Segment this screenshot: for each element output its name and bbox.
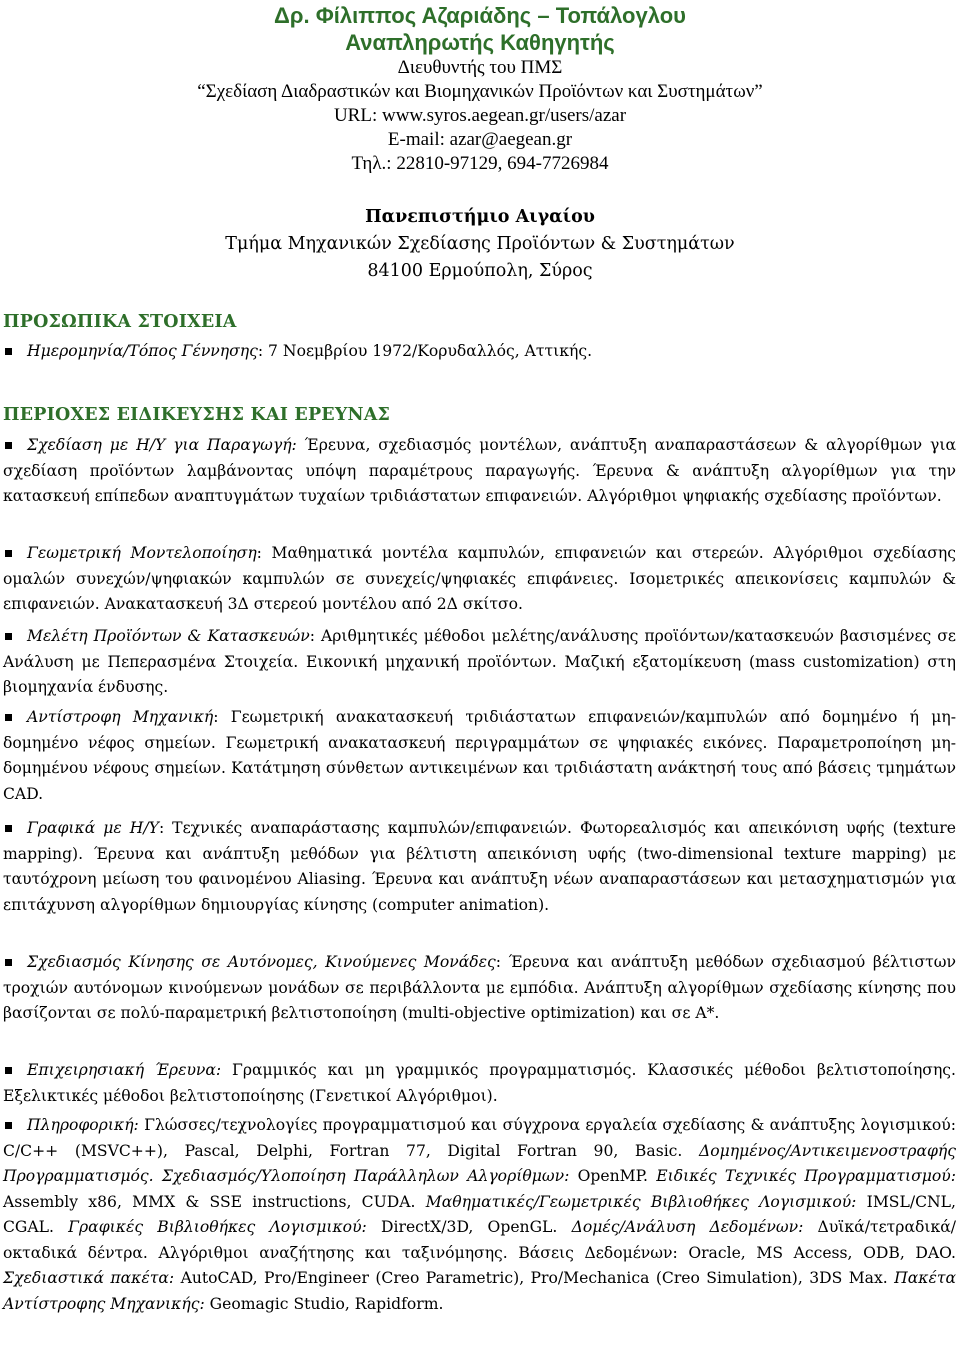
item-label: Γεωμετρική Μοντελοποίηση [27, 544, 257, 562]
research-item-motion-planning [3, 950, 956, 1027]
personal-section-title: ΠΡΟΣΩΠΙΚΑ ΣΤΟΙΧΕΙΑ [3, 312, 237, 332]
item-label: Σχεδιαστικά πακέτα: [3, 1269, 175, 1287]
item-text: DirectX/3D, OpenGL. [366, 1218, 572, 1236]
institution-block [0, 204, 960, 285]
research-section-title: ΠΕΡΙΟΧΕΣ ΕΙΔΙΚΕΥΣΗΣ ΚΑΙ ΕΡΕΥΝΑΣ [3, 405, 391, 425]
phone-line: Τηλ.: 22810-97129, 694-7726984 [351, 153, 609, 174]
research-item-cad [3, 433, 956, 510]
item-text: Assembly x86, MMX & SSE instructions, CUDA. [3, 1192, 426, 1211]
item-text: : Γεωμετρική ανακατασκευή τριδιάστατων επιφανειών/καμπυλών από δομημένο ή μη-δομημένο νέφος σημείων. Γεωμετρική ανακατασκευή περιγραμμάτων σε ψηφιακές εικόνες. Παραμετροποίηση μη-δομημένου νέφους σημείων. Κατάτμηση σύνθετων αντικειμένων και τριδιάστατη ανάκτησή τους από βάσεις τμημάτων CAD. [3, 708, 956, 803]
item-label: Σχεδίαση με Η/Υ για Παραγωγή: [27, 436, 297, 454]
research-item-informatics [3, 1113, 956, 1317]
item-text: : Αριθμητικές μέθοδοι μελέτης/ανάλυσης προϊόντων/κατασκευών βασισμένες σε Ανάλυση με Πεπερασμένα Στοιχεία. Εικονική μηχανική προϊόντων. Μαζική εξατομίκευση (mass customization) στη βιομηχανία ένδυσης. [3, 627, 957, 696]
item-label: Σχεδιασμός Κίνησης σε Αυτόνομες, Κινούμενες Μονάδες [27, 953, 496, 971]
birth-label: Ημερομηνία/Τόπος Γέννησης [27, 342, 258, 360]
bullet-marker [5, 825, 12, 832]
bullet-marker [5, 959, 12, 966]
address-line: 84100 Ερμούπολη, Σύρος [367, 261, 593, 281]
item-text: : Έρευνα και ανάπτυξη μεθόδων σχεδιασμού βέλτιστων τροχιών αυτόνομων κινούμενων μονάδων σε περιβάλλοντα με εμπόδια. Ανάπτυξη αλγορίθμων σχεδίασης κίνησης που βασίζονται σε πολύ-παραμετρική βελτιστοποίηση (multi-objective optimization) και σε A*. [3, 953, 957, 1022]
email-line: E-mail: azar@aegean.gr [387, 129, 573, 150]
author-name: Δρ. Φίλιππος Αζαριάδης – Τοπάλογλου [274, 3, 686, 28]
item-label: Δομημένος/Αντικειμενοστραφής Προγραμματισμός. Σχεδιασμός/Υλοποίηση Παράλληλων Αλγορίθμων: [3, 1141, 956, 1185]
item-label: Δομές/Ανάλυση Δεδομένων: [571, 1218, 804, 1236]
item-label: Πακέτα Αντίστροφης Μηχανικής: [3, 1269, 956, 1313]
research-item-operations-research [3, 1058, 956, 1109]
item-text: Δυϊκά/τετραδικά/οκταδικά δέντρα. Αλγόριθμοι αναζήτησης και ταξινόμησης. Βάσεις Δεδομένων: Oracle, MS Access, ODB, DAO. [3, 1218, 957, 1262]
research-item-product-study [3, 624, 956, 701]
research-item-graphics [3, 816, 956, 918]
item-label: Γραφικές Βιβλιοθήκες Λογισμικού: [68, 1218, 367, 1236]
program-title: “Σχεδίαση Διαδραστικών και Βιομηχανικών Προϊόντων και Συστημάτων” [197, 81, 763, 102]
item-text: Γλώσσες/τεχνολογίες προγραμματισμού και σύγχρονα εργαλεία σχεδίασης & ανάπτυξης λογισμικού: C/C++ (MSVC++), Pascal, Delphi, Fortran 77, Digital Fortran 90, Basic. [3, 1116, 956, 1160]
item-label: Μαθηματικές/Γεωμετρικές Βιβλιοθήκες Λογισμικού: [425, 1192, 857, 1211]
item-label: Αντίστροφη Μηχανική [27, 708, 214, 726]
bullet-marker [5, 1067, 12, 1074]
bullet-marker [5, 550, 12, 557]
research-item-reverse-engineering [3, 705, 956, 807]
university-name: Πανεπιστήμιο Αιγαίου [365, 207, 595, 227]
department-name: Τμήμα Μηχανικών Σχεδίασης Προϊόντων & Συστημάτων [225, 234, 735, 254]
bullet-marker [5, 633, 12, 640]
bullet-marker [5, 348, 12, 355]
bullet-marker [5, 714, 12, 721]
item-label: Πληροφορική: [27, 1116, 139, 1134]
bullet-marker [5, 1122, 12, 1129]
item-text: IMSL/CNL, CGAL. [3, 1192, 956, 1236]
item-text: OpenMP. [569, 1167, 657, 1185]
item-text: : Μαθηματικά μοντέλα καμπυλών, επιφανειών και στερεών. Αλγόριθμοι σχεδίασης ομαλών συνεχών/ψηφιακών καμπυλών σε συνεχείς/ψηφιακές επιφάνειες. Ισομετρικές απεικονίσεις καμπυλών & επιφανειών. Ανακατασκευή 3Δ στερεού μοντέλου από 2Δ σκίτσο. [3, 544, 956, 613]
author-role: Διευθυντής του ΠΜΣ [397, 57, 563, 78]
birth-value: : 7 Νοεμβρίου 1972/Κορυδαλλός, Αττικής. [257, 342, 593, 360]
item-label: Γραφικά με Η/Υ [27, 819, 159, 837]
item-text: : Τεχνικές αναπαράστασης καμπυλών/επιφανειών. Φωτορεαλισμός και απεικόνιση υφής (texture mapping). Έρευνα και ανάπτυξη μεθόδων για βέλτιστη απεικόνιση υφής (two-dimensional texture mapping) με ταυτόχρονη μείωση του φαινομένου Aliasing. Έρευνα και ανάπτυξη νέων αναπαραστάσεων και μετασχηματισμών για επιτάχυνση αλγορίθμων δημιουργίας κίνησης (computer animation). [3, 819, 956, 914]
header-block [0, 2, 960, 176]
research-item-geometric-modeling [3, 541, 956, 618]
birth-item [3, 339, 956, 365]
url-line: URL: www.syros.aegean.gr/users/azar [333, 105, 627, 126]
item-text: Έρευνα, σχεδιασμός μοντέλων, ανάπτυξη αναπαραστάσεων & αλγορίθμων για σχεδίαση προϊόντων λαμβάνοντας υπόψη παραμέτρους παραγωγής. Έρευνα & ανάπτυξη αλγορίθμων για την κατασκευή επίπεδων αναπτυγμάτων τυχαίων τριδιάστατων επιφανειών. Αλγόριθμοι ψηφιακής σχεδίασης προϊόντων. [3, 436, 956, 505]
author-position: Αναπληρωτής Καθηγητής [345, 30, 615, 55]
item-label: Ειδικές Τεχνικές Προγραμματισμού: [656, 1167, 956, 1185]
item-text: Γραμμικός και μη γραμμικός προγραμματισμός. Κλασσικές μέθοδοι βελτιστοποίησης. Εξελικτικές μέθοδοι βελτιστοποίησης (Γενετικοί Αλγόριθμοι). [3, 1061, 956, 1105]
item-label: Επιχειρησιακή Έρευνα: [27, 1061, 222, 1079]
item-text: Geomagic Studio, Rapidform. [204, 1294, 444, 1313]
bullet-marker [5, 442, 12, 449]
item-label: Μελέτη Προϊόντων & Κατασκευών [27, 627, 310, 645]
item-text: AutoCAD, Pro/Engineer (Creo Parametric), Pro/Mechanica (Creo Simulation), 3DS Max. [174, 1269, 895, 1287]
